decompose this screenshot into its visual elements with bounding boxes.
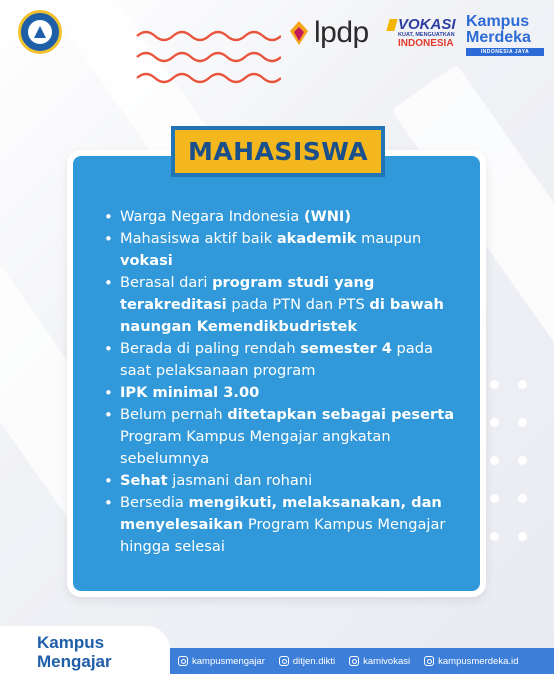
social-link[interactable]	[424, 656, 518, 667]
requirement-item	[102, 492, 462, 558]
social-handle: kampusmerdeka.id	[438, 655, 519, 667]
requirement-text: jasmani dan rohani	[167, 472, 313, 489]
requirement-text: Belum pernah	[120, 406, 228, 423]
decorative-dot	[490, 494, 499, 503]
decorative-dot	[518, 380, 527, 389]
instagram-icon	[424, 656, 434, 666]
requirement-emphasis: (WNI)	[303, 208, 352, 225]
card-title: MAHASISWA	[187, 137, 369, 166]
requirement-text: Program Kampus Mengajar angkatan sebelumnya	[120, 428, 391, 467]
social-handle: kamivokasi	[363, 655, 411, 667]
requirement-item	[102, 228, 462, 272]
lpdp-logo-text: lpdp	[314, 16, 369, 49]
requirement-text: Berada di paling rendah	[120, 340, 301, 357]
decorative-dot	[518, 494, 527, 503]
requirement-item	[102, 382, 462, 404]
requirement-item	[102, 404, 462, 470]
lpdp-flame-icon	[288, 19, 310, 47]
decorative-dot	[490, 456, 499, 465]
requirement-text: Bersedia	[120, 494, 189, 511]
instagram-icon	[279, 656, 289, 666]
decorative-dot	[490, 418, 499, 427]
social-link[interactable]	[279, 656, 335, 667]
requirement-text: pada PTN dan PTS	[226, 296, 370, 313]
requirement-emphasis: IPK minimal 3.00	[120, 384, 260, 401]
kampus-mengajar-line2: Mengajar	[37, 652, 112, 671]
kampus-mengajar-logo	[0, 626, 170, 674]
social-handle: kampusmengajar	[192, 655, 265, 667]
requirement-emphasis: semester 4	[300, 340, 392, 357]
requirement-text: pada saat pelaksanaan program	[120, 340, 433, 379]
requirement-text: maupun	[356, 230, 422, 247]
instagram-icon	[178, 656, 188, 666]
kampus-merdeka-logo	[466, 14, 544, 56]
vokasi-logo-tagline: KUAT, MENGUATKAN	[398, 32, 455, 38]
requirement-emphasis: program studi yang terakreditasi	[120, 274, 375, 313]
requirement-text: Mahasiswa aktif baik	[120, 230, 277, 247]
vokasi-logo-title: VOKASI	[398, 16, 456, 33]
requirement-emphasis: ditetapkan sebagai peserta	[227, 406, 455, 423]
lpdp-logo	[288, 16, 369, 50]
requirement-item	[102, 338, 462, 382]
kampus-merdeka-line2: Merdeka	[466, 29, 531, 46]
decorative-dot	[518, 456, 527, 465]
decorative-dot	[518, 418, 527, 427]
social-handle: ditjen.dikti	[292, 655, 336, 667]
requirement-emphasis: Sehat	[120, 472, 168, 489]
decorative-dot	[490, 380, 499, 389]
tut-wuri-handayani-logo	[18, 10, 62, 54]
requirement-emphasis: vokasi	[120, 252, 173, 269]
requirement-emphasis: di bawah naungan Kemendikbudristek	[120, 296, 444, 335]
title-badge	[171, 126, 385, 177]
decorative-dot	[490, 532, 499, 541]
social-links	[178, 648, 518, 674]
requirement-emphasis: akademik	[276, 230, 357, 247]
vokasi-logo-country: INDONESIA	[398, 38, 454, 49]
requirement-text: Warga Negara Indonesia	[120, 208, 304, 225]
requirement-text: Program Kampus Mengajar hingga selesai	[120, 516, 446, 555]
kampus-mengajar-line1: Kampus	[37, 633, 105, 652]
requirements-list	[102, 206, 462, 558]
decorative-dot	[518, 532, 527, 541]
requirement-text: Berasal dari	[120, 274, 213, 291]
decorative-waves	[135, 28, 281, 88]
requirement-emphasis: mengikuti, melaksanakan, dan menyelesaikan	[120, 494, 442, 533]
social-link[interactable]	[349, 656, 410, 667]
kampus-merdeka-line1: Kampus	[466, 13, 530, 30]
requirement-item	[102, 272, 462, 338]
vokasi-logo	[390, 17, 458, 49]
requirement-item	[102, 206, 462, 228]
instagram-icon	[349, 656, 359, 666]
social-link[interactable]	[178, 656, 265, 667]
requirement-item	[102, 470, 462, 492]
kampus-merdeka-tagline: INDONESIA JAYA	[466, 48, 544, 56]
